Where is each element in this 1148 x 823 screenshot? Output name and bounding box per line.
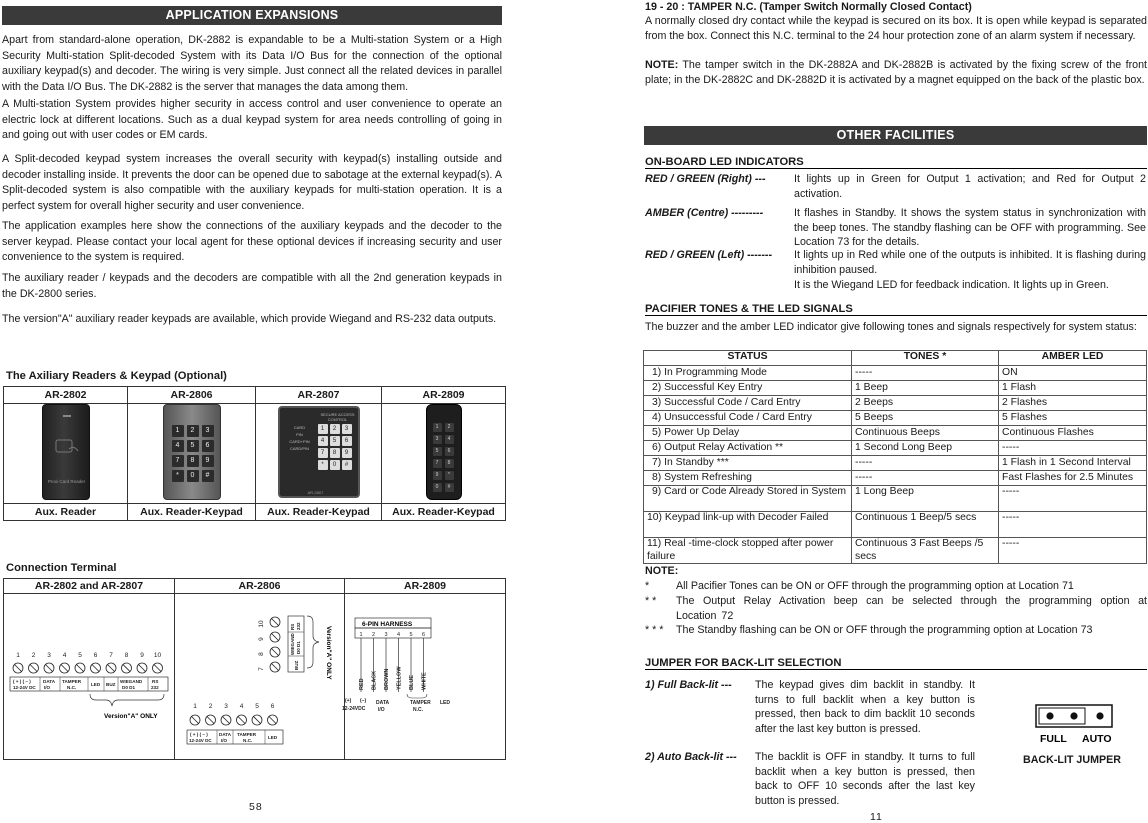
terminal-label: 232 [296,622,301,630]
tones-row [644,486,1147,512]
keypad-key: 5 [330,436,340,446]
tones-status: 11) Real -time-clock stopped after power failure [644,538,852,564]
terminal-number: 1 [359,632,363,638]
terminal-number: 4 [239,703,244,710]
version-a-note: Version"A" ONLY [104,713,158,720]
jumper-caption: BACK-LIT JUMPER [1023,754,1121,766]
tones-row [644,456,1147,471]
jumper-label [645,750,737,765]
left-page [0,0,510,822]
note-mark: * * [645,595,657,607]
terminal-diagram-ar2809 [342,594,505,760]
terminal-number: 3 [47,652,51,659]
keypad-key: 5 [433,447,442,456]
wire-color-label: BLACK [371,670,378,690]
terminal-number: 3 [384,632,388,638]
terminal-number: 4 [396,632,401,638]
terminal-label: TAMPER [237,732,257,737]
tones-tone: 1 Long Beep [852,486,999,512]
keypad-key: 6 [202,440,214,452]
keypad-key: 9 [433,471,442,480]
terminal-label: N.C. [243,738,253,743]
reader-caption: Aux. Reader-Keypad [382,504,506,521]
right-page [640,0,1148,822]
tones-status: 1) In Programming Mode [644,366,852,381]
tones-table [643,350,1147,564]
terminal-number: 2 [31,652,36,659]
page-number: 11 [870,811,883,823]
jumper-num: 1) [645,679,655,691]
note-text: The Standby flashing can be ON or OFF through the programming option at Location 73 [676,624,1093,636]
reader-caption: Aux. Reader-Keypad [256,504,382,521]
jumper-pin [1070,712,1077,719]
tones-status: 8) System Refreshing [644,471,852,486]
note-text: The tamper switch in the DK-2882A and DK-2882B is activated by the fixing screw of the front plate; in the DK-2882C and DK-2882D it is activated by a magnet equipped on the back of the plastic box. [645,59,1147,86]
tones-status: 6) Output Relay Activation ** [644,441,852,456]
jumper-heading: JUMPER FOR BACK-LIT SELECTION [645,657,1147,670]
terminal-col-header: AR-2806 [175,579,345,594]
terminal-number: 6 [93,652,98,659]
readers-table [3,386,506,521]
keypad-key: 7 [318,448,328,458]
terminal-label: RS [152,679,159,684]
keypad-key: 1 [318,424,328,434]
terminal-label: 12-24V DC [189,738,212,743]
paragraph: The auxiliary reader / keypads and the decoders are compatible with all the 2nd generation keypads in the DK-2800 series. [2,272,502,300]
note-text: The Output Relay Activation beep can be selected through the programming option at Location 72 [676,595,1147,622]
terminal-label: ( + ) ( – ) [190,732,208,737]
keypad-key: # [202,470,214,482]
tones-row [644,441,1147,456]
tones-row [644,381,1147,396]
harness-title: 6-PIN HARNESS [362,621,413,628]
terminal-number: 2 [371,632,376,638]
keypad-key: 2 [187,425,199,437]
tones-led: 5 Flashes [999,411,1147,426]
terminal-number: 6 [421,632,426,638]
terminal-label: TAMPER [410,700,431,706]
terminal-label: TAMPER [62,679,82,684]
reader-image-cell [256,404,382,504]
keypad-key: 0 [187,470,199,482]
tones-col-header: STATUS [644,351,852,366]
paragraph: Apart from standard-alone operation, DK-2882 is expandable to be a Multi-station System or a High Security Multi-station Split-decoded System with its Data I/O Bus for the connection of the optional auxiliary keypad(s) and decoder. The wiring is very simple. Just connect all the related devices in parallel with the Data I/O Bus. The DK-2882 is the server that manages the data among them. [2,34,502,93]
terminal-col-header: AR-2802 and AR-2807 [4,579,175,594]
terminal-number: 7 [258,667,265,671]
terminal-diagram-cell [342,594,506,760]
terminal-diagram-ar2802 [4,594,175,760]
tones-led: 2 Flashes [999,396,1147,411]
terminal-diagram-ar2806 [175,594,345,760]
jumper-auto-label: AUTO [1082,733,1112,745]
terminal-label: WIEGAND [290,633,295,655]
terminal-label: 232 [151,685,159,690]
tones-status: 3) Successful Code / Card Entry [644,396,852,411]
terminal-label: (–) [360,698,367,704]
terminal-number: 6 [270,703,275,710]
ar2807-menu-item: CARD+PIN [289,439,310,444]
terminal-label: 12-24VDC [342,706,366,712]
terminal-number: 7 [109,652,113,659]
wire-color-label: RED [359,678,365,690]
ar2807-device-image [278,406,360,498]
tones-tone: Continuous 3 Fast Beeps /5 secs [852,538,999,564]
notes-heading: NOTE: [645,565,679,577]
tones-row [644,512,1147,538]
jumper-pin [1046,712,1053,719]
readers-heading: The Axiliary Readers & Keypad (Optional) [6,370,227,382]
tones-col-header: TONES * [852,351,999,366]
tones-row [644,366,1147,381]
terminal-label: WIEGAND [120,679,143,684]
terminal-number: 5 [255,703,259,710]
tones-tone: 1 Beep [852,381,999,396]
terminal-label: I/O [378,707,385,713]
paragraph: A Split-decoded keypad system increases the overall security with keypad(s) installing outside and decoder installing inside. It prevents the door can be opened due to sabotage at the external keypad(s). A Split-decoded system is also compatible with the auxiliary keypads for multi-station operation. It is a perfect system for overall higher security and user convenience. [2,153,502,212]
led-label: AMBER (Centre) --------- [645,207,764,219]
terminal-diagram-cell [175,594,345,760]
jumper-row [645,750,980,810]
tones-led: ----- [999,538,1147,564]
ar2807-menu-item: CARD [293,425,306,430]
card-icon [55,439,79,457]
tones-tone: 1 Second Long Beep [852,441,999,456]
keypad-key: 3 [202,425,214,437]
keypad-key: 8 [187,455,199,467]
tones-tone: ----- [852,456,999,471]
terminal-label: LED [91,682,101,687]
tones-status: 2) Successful Key Entry [644,381,852,396]
tones-led: ----- [999,441,1147,456]
terminal-number: 10 [153,652,162,659]
tones-row [644,538,1147,564]
jumper-label [645,678,732,693]
page-number: 58 [249,801,263,813]
tones-tone: 5 Beeps [852,411,999,426]
keypad-key: 1 [433,423,442,432]
keypad-key: * [445,471,454,480]
tones-led: ----- [999,512,1147,538]
keypad-key: 4 [445,435,454,444]
terminal-label: BUZ [106,682,116,687]
wire-color-label: BLUE [409,675,415,690]
terminal-number: 3 [224,703,228,710]
terminal-number: 9 [140,652,144,659]
jumper-row [645,678,980,748]
terminal-number: 8 [258,652,265,656]
keypad-key: 0 [330,460,340,470]
tamper-heading: 19 - 20 : TAMPER N.C. (Tamper Switch Normally Closed Contact) [645,1,972,13]
tones-led: Continuous Flashes [999,426,1147,441]
terminal-heading: Connection Terminal [6,562,117,574]
tones-status: 10) Keypad link-up with Decoder Failed [644,512,852,538]
ar2806-device-image [163,404,221,500]
keypad-key: # [445,483,454,492]
tones-status: 4) Unsuccessful Code / Card Entry [644,411,852,426]
tones-tone: ----- [852,471,999,486]
jumper-label-text: Auto Back-lit --- [657,751,737,763]
keypad-key: 7 [172,455,184,467]
keypad-key: 7 [433,459,442,468]
keypad-key: 9 [202,455,214,467]
tones-heading: PACIFIER TONES & THE LED SIGNALS [645,303,1147,316]
tones-row [644,411,1147,426]
ar2809-device-image [426,404,462,500]
ar2807-menu-item: PIN [296,432,303,437]
version-a-note: Version"A" ONLY [325,626,332,680]
note-label: NOTE: [645,59,679,71]
terminal-diagram-cell [4,594,175,760]
tones-tone: ----- [852,366,999,381]
wire-color-label: WHITE [421,672,428,690]
note-mark: * * * [645,624,664,636]
terminal-label: BUZ [294,660,299,670]
led-text: It lights up in Red while one of the outputs is inhibited. It is flashing during inhibition paused. [794,249,1146,276]
ar2802-device-image [42,404,90,500]
keypad-key: 9 [342,448,352,458]
terminal-label: N.C. [67,685,77,690]
led-text: It is the Wiegand LED for feedback indication. It lights up in Green. [794,279,1109,291]
tones-row [644,471,1147,486]
tones-intro: The buzzer and the amber LED indicator give following tones and signals respectively for system status: [645,321,1137,333]
note-text: All Pacifier Tones can be ON or OFF through the programming option at Location 71 [676,580,1074,592]
keypad-key: 6 [342,436,352,446]
tones-status: 7) In Standby *** [644,456,852,471]
terminal-label: D0 D1 [296,641,301,654]
tones-tone: Continuous Beeps [852,426,999,441]
terminal-label: LED [268,735,278,740]
ar2802-label: Proxi Card Reader [47,479,86,484]
reader-image-cell [4,404,128,504]
terminal-number: 1 [16,652,20,659]
keypad-key: 0 [433,483,442,492]
tones-led: 1 Flash [999,381,1147,396]
paragraph: A Multi-station System provides higher security in access control and user convenience to operate an electric lock at different locations. Such as a dual keypad system for area needs controlling of going in and going out with user codes or EM cards. [2,98,502,141]
tones-led: Fast Flashes for 2.5 Minutes [999,471,1147,486]
jumper-pin [1096,712,1103,719]
tamper-note [645,58,1147,87]
terminal-col-header: AR-2809 [345,579,506,594]
jumper-text: The keypad gives dim backlit in standby. It turns to full backlit when a key button is pressed, then back to dim backlit 10 seconds after the last key button is pressed. [755,679,975,735]
terminal-number: 2 [208,703,213,710]
reader-model: AR-2809 [382,387,506,404]
keypad-key: 2 [330,424,340,434]
ar2807-model: AR-2807 [307,490,324,495]
tones-row [644,396,1147,411]
jumper-num: 2) [645,751,655,763]
jumper-label-text: Full Back-lit --- [657,679,732,691]
led-text: It lights up in Green for Output 1 activation; and Red for Output 2 activation. [794,173,1146,200]
led-label: RED / GREEN (Left) ------- [645,249,773,261]
reader-model: AR-2802 [4,387,128,404]
keypad-key: 6 [445,447,454,456]
tones-led: ON [999,366,1147,381]
keypad-key: 4 [172,440,184,452]
terminal-label: RS [290,623,295,630]
terminal-label: DATA [376,700,390,706]
led-indicators-heading: ON-BOARD LED INDICATORS [645,156,1147,169]
wire-color-label: BROWN [384,668,390,690]
terminal-number: 5 [409,632,413,638]
terminal-table [3,578,506,760]
terminal-label: LED [440,700,450,706]
terminal-number: 10 [258,620,265,628]
keypad-key: 2 [445,423,454,432]
jumper-text: The backlit is OFF in standby. It turns to full backlit when a key button is pressed, then back to OFF 10 seconds after the last key button is pressed. [755,751,975,807]
terminal-label: D0 D1 [122,685,136,690]
terminal-label: ( + ) ( – ) [13,679,31,684]
keypad-key: 5 [187,440,199,452]
keypad-key: * [172,470,184,482]
led-text: It flashes in Standby. It shows the system status in synchronization with the beep tones. The standby flashing can be OFF with programming. See Location 73 for the details. [794,207,1146,248]
keypad-key: 3 [342,424,352,434]
tones-status: 5) Power Up Delay [644,426,852,441]
terminal-label: I/O [44,685,51,690]
tones-status: 9) Card or Code Already Stored in System [644,486,852,512]
ar2807-menu-item: CARD/PIN [289,446,310,451]
keypad-key: 8 [445,459,454,468]
reader-caption: Aux. Reader-Keypad [128,504,256,521]
paragraph: The version"A" auxiliary reader keypads are available, which provide Wiegand and RS-232 data outputs. [2,313,497,325]
terminal-label: DATA [43,679,56,684]
tones-row [644,426,1147,441]
terminal-label: I/O [221,738,228,743]
reader-caption: Aux. Reader [4,504,128,521]
keypad-key: # [342,460,352,470]
tones-led: ----- [999,486,1147,512]
terminal-label: DATA [219,732,232,737]
tones-tone: Continuous 1 Beep/5 secs [852,512,999,538]
led-label: RED / GREEN (Right) --- [645,173,766,185]
reader-model: AR-2806 [128,387,256,404]
tones-col-header: AMBER LED [999,351,1147,366]
tamper-text: A normally closed dry contact while the keypad is secured on its box. It is open while keypad is separated from the box. Connect this N.C. terminal to the 24 hour protection zone of an alarm system if necessary. [645,15,1147,42]
terminal-number: 8 [124,652,129,659]
reader-image-cell [382,404,506,504]
reader-model: AR-2807 [256,387,382,404]
terminal-number: 5 [78,652,82,659]
ar2807-brand: SECURE ACCESS CONTROL [320,412,355,422]
terminal-label: 12-24V DC [13,685,36,690]
other-facilities-title: OTHER FACILITIES [644,126,1147,145]
keypad-key: 8 [330,448,340,458]
keypad-key: 1 [172,425,184,437]
note-mark: * [645,580,650,592]
tones-tone: 2 Beeps [852,396,999,411]
terminal-label: (+) [345,698,352,704]
jumper-full-label: FULL [1040,733,1067,745]
terminal-label: N.C. [413,707,423,713]
terminal-number: 1 [193,703,197,710]
keypad-key: * [318,460,328,470]
application-expansions-title: APPLICATION EXPANSIONS [2,6,502,25]
keypad-key: 3 [433,435,442,444]
wire-color-label: YELLOW [396,666,403,690]
paragraph: The application examples here show the connections of the auxiliary keypads and the decoder to the server keypad. Please contact your local agent for these optional devices if increasing security and user convenience to the system is required. [2,220,502,263]
terminal-number: 4 [62,652,67,659]
keypad-key: 4 [318,436,328,446]
terminal-number: 9 [258,637,265,641]
reader-image-cell [128,404,256,504]
tones-led: 1 Flash in 1 Second Interval [999,456,1147,471]
